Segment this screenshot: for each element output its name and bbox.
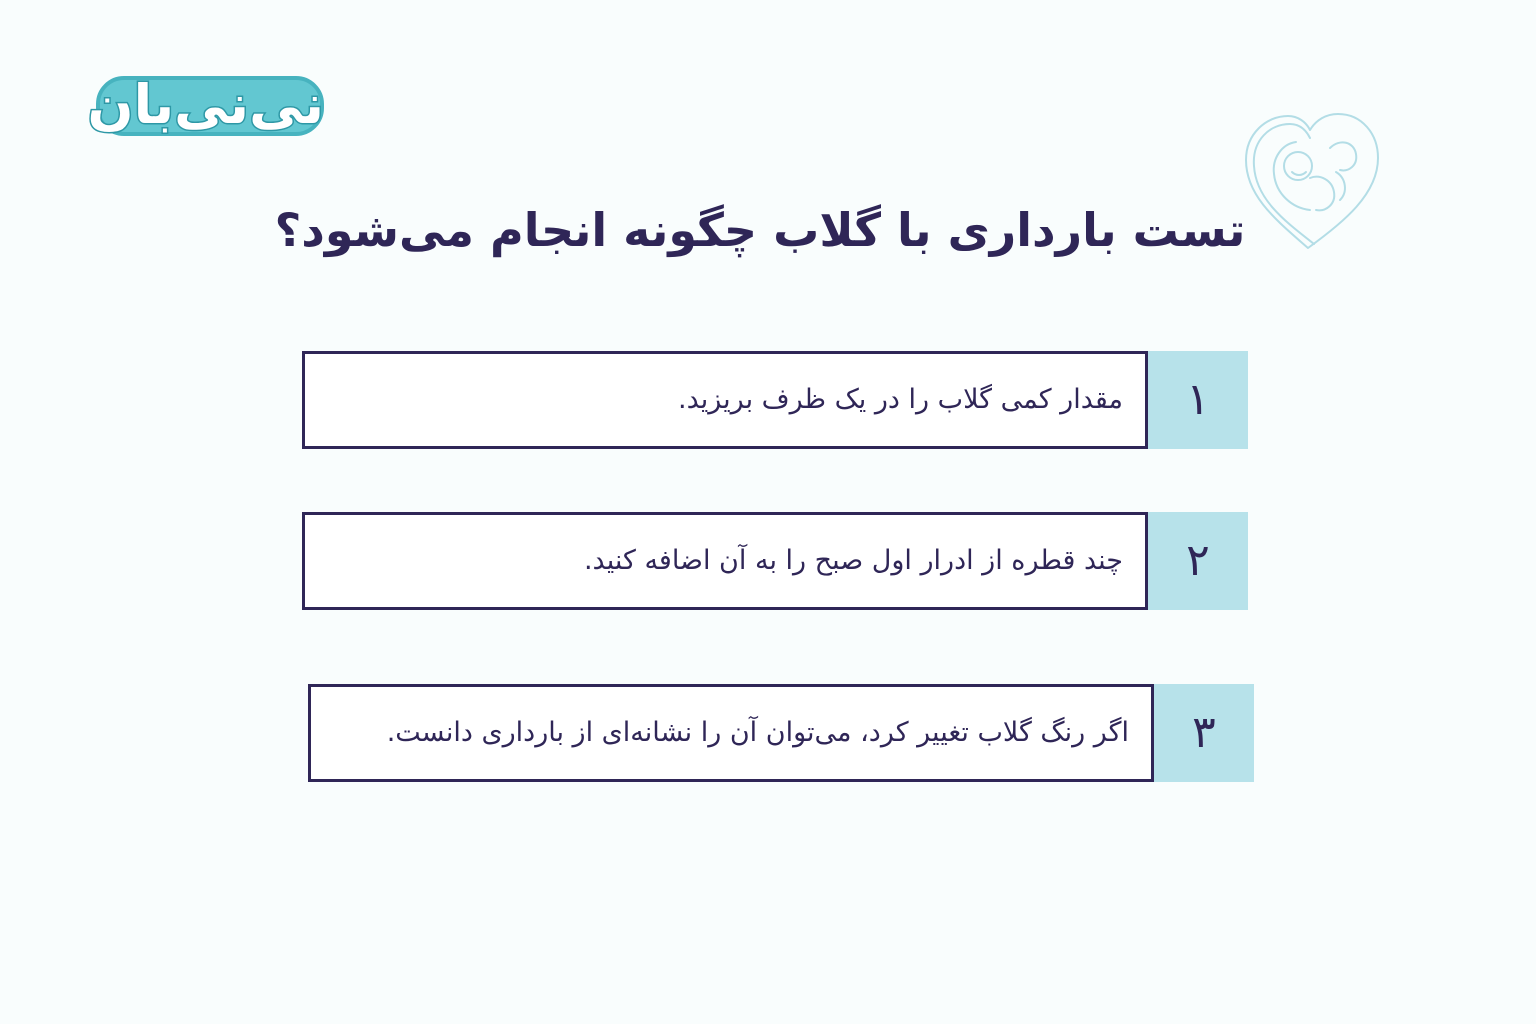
logo-text: نی‌نی‌بان bbox=[87, 73, 324, 136]
step-text: مقدار کمی گلاب را در یک ظرف بریزید. bbox=[677, 384, 1123, 415]
site-logo[interactable] bbox=[87, 64, 328, 144]
step-number: ۲ bbox=[1148, 512, 1248, 610]
page-title: تست بارداری با گلاب چگونه انجام می‌شود؟ bbox=[274, 203, 1246, 257]
step-box bbox=[302, 512, 1148, 610]
step-item bbox=[308, 684, 1254, 782]
step-box bbox=[302, 351, 1148, 449]
step-text: اگر رنگ گلاب تغییر کرد، می‌توان آن را نشانه‌ای از بارداری دانست. bbox=[386, 717, 1129, 748]
step-item bbox=[302, 351, 1248, 449]
step-number: ۱ bbox=[1148, 351, 1248, 449]
step-item bbox=[302, 512, 1248, 610]
step-number: ۳ bbox=[1154, 684, 1254, 782]
step-box bbox=[308, 684, 1154, 782]
step-text: چند قطره از ادرار اول صبح را به آن اضافه کنید. bbox=[583, 545, 1123, 576]
